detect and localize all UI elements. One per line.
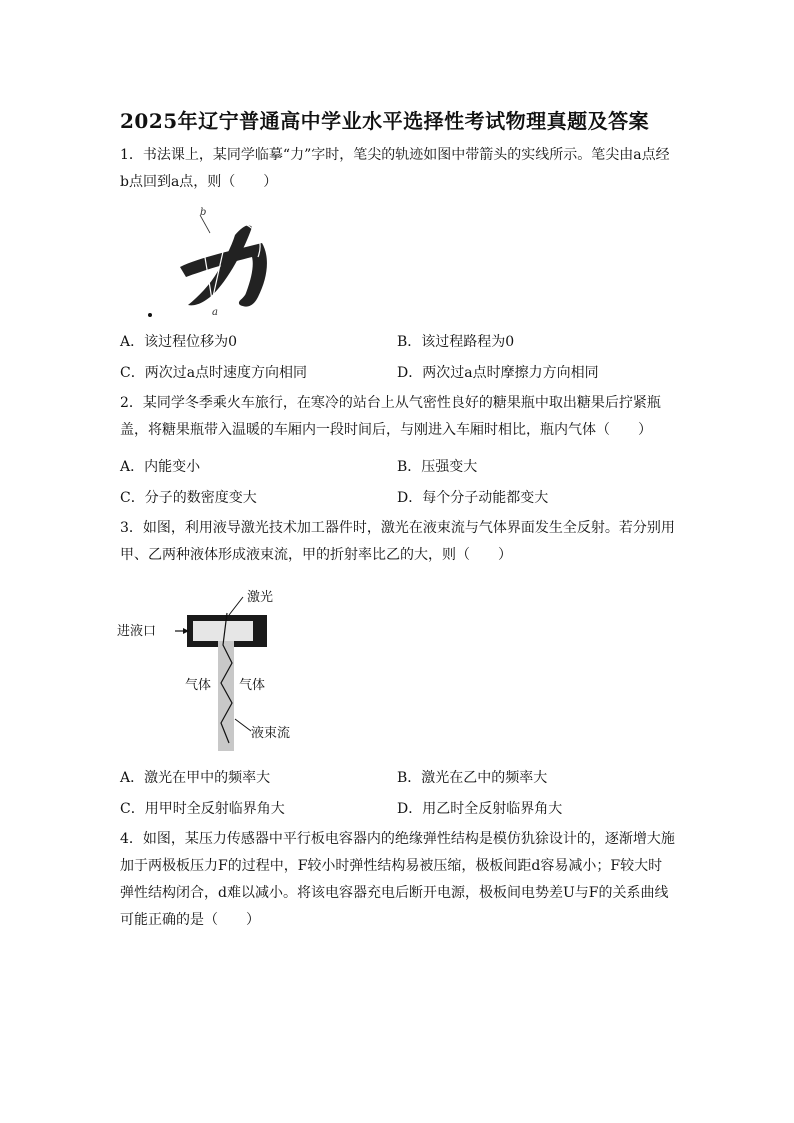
figure-1-label-b: b — [200, 207, 207, 218]
q3-option-a: A．激光在甲中的频率大 — [120, 770, 271, 786]
figure-3-label-jet: 液束流 — [251, 726, 291, 741]
q2-option-d: D．每个分子动能都变大 — [397, 490, 549, 506]
figure-1-label-a: a — [212, 307, 218, 318]
q3-option-c: C．用甲时全反射临界角大 — [120, 801, 285, 817]
q2-option-b: B．压强变大 — [397, 459, 478, 475]
question-1-stem: 1．书法课上，某同学临摹“力”字时，笔尖的轨迹如图中带箭头的实线所示。笔尖由a点经b点回到a点，则（ ） — [120, 147, 670, 190]
figure-3-label-inlet: 进液口 — [117, 624, 157, 639]
question-3-stem: 3．如图，利用液导激光技术加工器件时，激光在液束流与气体界面发生全反射。若分别用甲、乙两种液体形成液束流，甲的折射率比乙的大，则（ ） — [120, 520, 675, 563]
figure-3-label-gas-right: 气体 — [239, 678, 266, 693]
q1-option-a: A．该过程位移为0 — [120, 334, 238, 350]
question-4-stem: 4．如图，某压力传感器中平行板电容器内的绝缘弹性结构是模仿犰狳设计的，逐渐增大施加于两极板压力F的过程中，F较小时弹性结构易被压缩，极板间距d容易减小；F较大时弹性结构闭合，d难以减小。将该电容器充电后断开电源，极板间电势差U与F的关系曲线可能正确的是（ ） — [120, 831, 675, 928]
q3-option-b: B．激光在乙中的频率大 — [397, 770, 548, 786]
paper-title: 2025年辽宁普通高中学业水平选择性考试物理真题及答案 — [120, 109, 650, 133]
figure-3-liquid-laser — [115, 585, 305, 755]
q2-option-a: A．内能变小 — [120, 459, 201, 475]
q1-option-c: C．两次过a点时速度方向相同 — [120, 365, 308, 381]
q3-option-d: D．用乙时全反射临界角大 — [397, 801, 563, 817]
figure-3-label-laser: 激光 — [247, 590, 274, 605]
figure-1-calligraphy-li — [140, 205, 280, 320]
q1-option-d: D．两次过a点时摩擦力方向相同 — [397, 365, 599, 381]
figure-3-label-gas-left: 气体 — [185, 678, 212, 693]
q2-option-c: C．分子的数密度变大 — [120, 490, 257, 506]
q1-option-b: B．该过程路程为0 — [397, 334, 515, 350]
question-2-stem: 2．某同学冬季乘火车旅行，在寒冷的站台上从气密性良好的糖果瓶中取出糖果后拧紧瓶盖，将糖果瓶带入温暖的车厢内一段时间后，与刚进入车厢时相比，瓶内气体（ ） — [120, 395, 661, 438]
